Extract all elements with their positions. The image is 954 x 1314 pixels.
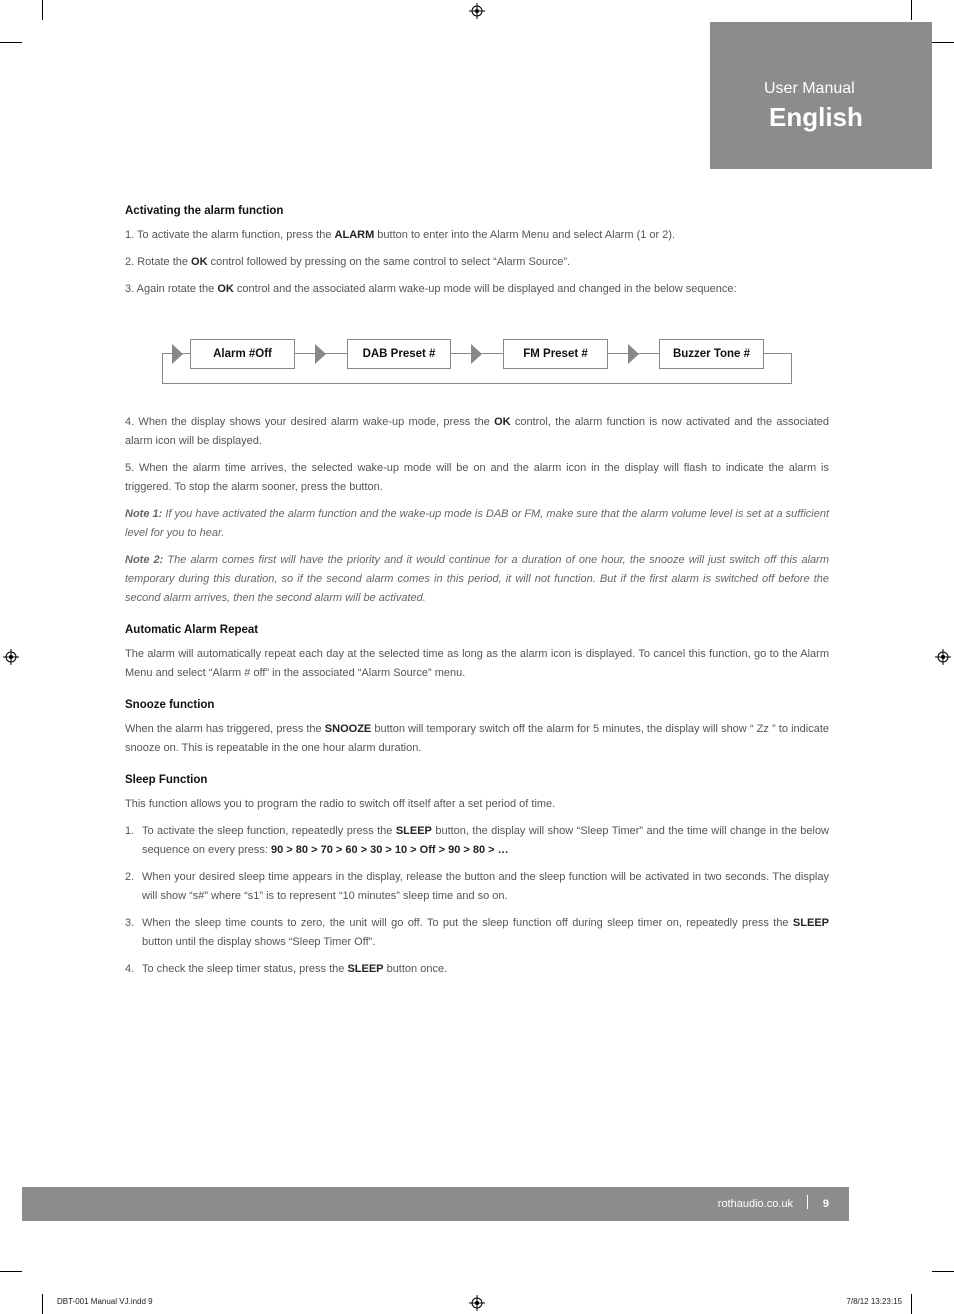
registration-mark-icon	[469, 1295, 485, 1311]
list-item: 3. When the sleep time counts to zero, the unit will go off. To put the sleep function off during sleep timer on, repeatedly press the SLEEP button until the display shows “Sleep Timer Off”.	[125, 917, 829, 948]
main-content	[125, 205, 829, 987]
loop-line-left	[162, 353, 163, 383]
arrow-icon	[315, 344, 326, 364]
sequence-step-fm-preset: FM Preset #	[503, 339, 608, 369]
footer-website: rothaudio.co.uk	[717, 1198, 793, 1210]
sequence-step-dab-preset: DAB Preset #	[347, 339, 451, 369]
slug-filename: DBT-001 Manual VJ.indd 9	[57, 1297, 153, 1306]
arrow-icon	[172, 344, 183, 364]
slug-timestamp: 7/8/12 13:23:15	[846, 1297, 902, 1306]
loop-line-right	[791, 353, 792, 383]
list-item: 4. To check the sleep timer status, press the SLEEP button once.	[125, 963, 448, 975]
crop-mark	[911, 0, 912, 20]
registration-mark-icon	[935, 649, 951, 665]
header-title: English	[769, 102, 863, 132]
sequence-step-alarm-off: Alarm #Off	[190, 339, 295, 369]
sleep-steps-list	[125, 822, 829, 979]
crop-mark	[911, 1294, 912, 1314]
section-heading-repeat: Automatic Alarm Repeat	[125, 624, 259, 636]
sequence-step-buzzer-tone: Buzzer Tone #	[659, 339, 764, 369]
alarm-step-2: 2. Rotate the OK control followed by pressing on the same control to select “Alarm Source”.	[125, 256, 571, 268]
loop-line-bottom	[162, 383, 792, 384]
crop-mark	[932, 1271, 954, 1272]
section-heading-alarm: Activating the alarm function	[125, 205, 284, 217]
arrow-icon	[471, 344, 482, 364]
alarm-sequence-diagram	[125, 307, 829, 413]
crop-mark	[0, 1271, 22, 1272]
page-number: 9	[822, 1198, 829, 1210]
footer-band	[22, 1187, 849, 1221]
repeat-text: The alarm will automatically repeat each day at the selected time as long as the alarm icon is displayed. To cancel this function, go to the Alarm Menu and select “Alarm # off” in the associated “Alarm Source” menu.	[125, 648, 829, 679]
note-1: Note 1: If you have activated the alarm function and the wake-up mode is DAB or FM, make sure that the alarm volume level is set at a sufficient level for you to hear.	[125, 508, 829, 539]
crop-mark	[42, 1294, 43, 1314]
section-heading-sleep: Sleep Function	[125, 774, 208, 786]
crop-mark	[932, 42, 954, 43]
alarm-step-1: 1. To activate the alarm function, press the ALARM button to enter into the Alarm Menu and select Alarm (1 or 2).	[125, 229, 676, 241]
alarm-step-5: 5. When the alarm time arrives, the selected wake-up mode will be on and the alarm icon in the display will flash to indicate the alarm is triggered. To stop the alarm sooner, press the button.	[125, 462, 829, 493]
footer-divider	[807, 1195, 808, 1209]
list-item: 2. When your desired sleep time appears in the display, release the button and the sleep function will be activated in two seconds. The display will show “s#” where “s1” is to represent “10 minutes” sleep time and so on.	[125, 871, 829, 902]
section-heading-snooze: Snooze function	[125, 699, 215, 711]
alarm-step-4: 4. When the display shows your desired alarm wake-up mode, press the OK control, the alarm function is now activated and the associated alarm icon will be displayed.	[125, 416, 829, 447]
crop-mark	[42, 0, 43, 20]
sleep-intro: This function allows you to program the radio to switch off itself after a set period of time.	[125, 798, 556, 810]
header-band	[710, 22, 932, 169]
note-2: Note 2: The alarm comes first will have the priority and it would continue for a duration of one hour, the snooze will just switch off this alarm temporary during this duration, so if the second alarm comes in this period, it will not function. But if the first alarm is switched off before the second alarm arrives, then the second alarm will be activated.	[125, 554, 829, 604]
registration-mark-icon	[3, 649, 19, 665]
alarm-step-3: 3. Again rotate the OK control and the associated alarm wake-up mode will be displayed and changed in the below sequence:	[125, 283, 737, 295]
snooze-text: When the alarm has triggered, press the SNOOZE button will temporary switch off the alarm for 5 minutes, the display will show “ Zz ” to indicate snooze on. This is repeatable in the one hour alarm duration.	[125, 723, 829, 754]
registration-mark-icon	[469, 3, 485, 19]
list-item: 1. To activate the sleep function, repeatedly press the SLEEP button, the display will show “Sleep Timer” and the time will change in the below sequence on every press: 90 > 80 > 70 > 60 > 30 > 10 > Off > 90 > 80 > …	[125, 825, 829, 856]
crop-mark	[0, 42, 22, 43]
arrow-icon	[628, 344, 639, 364]
header-subtitle: User Manual	[764, 80, 855, 97]
